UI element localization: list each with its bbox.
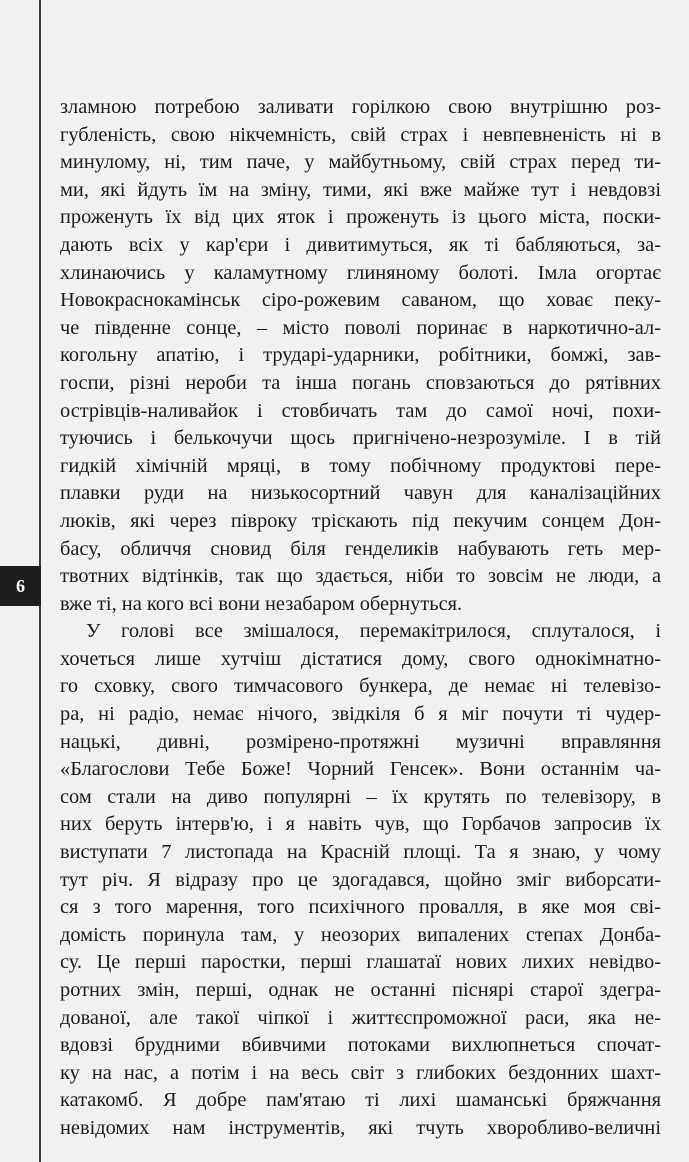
text-line: хочеться лише хутчіш дістатися дому, свого однокімнатно- — [60, 647, 661, 670]
text-line: когольну апатію, і трударі-ударники, робітники, бомжі, зав- — [60, 344, 661, 367]
page-number-tab — [0, 566, 41, 606]
body-text — [60, 94, 661, 1143]
text-line: люків, які через півроку тріскають під пекучим сонцем Дон- — [60, 509, 661, 532]
text-line: катакомб. Я добре пам'ятаю ті лихі шаманські бряжчання — [60, 1089, 661, 1112]
paragraph-start-line: У голові все змішалося, перемакітрилося, сплуталося, і — [86, 620, 661, 643]
text-line: зламною потребою заливати горілкою свою внутрішню роз- — [60, 96, 661, 118]
text-line: губленість, свою нікчемність, свій страх і невпевненість ні в — [60, 123, 661, 146]
text-line: че південне сонце, – місто поволі поринає в наркотично-ал- — [60, 316, 661, 339]
text-line: су. Це перші паростки, перші глашатаї нових лихих невідво- — [60, 951, 661, 974]
text-line: Новокраснокамінськ сіро-рожевим саваном, що ховає пеку- — [60, 289, 661, 312]
text-line: нацькі, дивні, розмірено-протяжні музичні вправляння — [60, 730, 661, 753]
text-line: вдовзі брудними вбивчими потоками вихлюпнеться спочат- — [60, 1034, 661, 1057]
page-number: 6 — [16, 575, 25, 596]
text-line: дованої, але такої чіпкої і життєспроможної раси, яка не- — [60, 1006, 661, 1029]
text-line: «Благослови Тебе Боже! Чорний Генсек». Вони останнім ча- — [60, 758, 661, 781]
text-line: плавки руди на низькосортний чавун для каналізаційних — [60, 482, 661, 505]
text-line: хлинаючись у каламутному глиняному болоті. Імла огортає — [60, 261, 661, 284]
text-line: тут річ. Я відразу про це здогадався, щойно зміг виборсати- — [60, 868, 661, 891]
text-line: ку на нас, а потім і на весь світ з глибоких бездонних шахт- — [60, 1061, 661, 1084]
text-line: твотних відтінків, так що здається, ніби то зовсім не люди, а — [60, 565, 661, 588]
text-line: дають всіх у кар'єри і дивитимуться, як ті бабляються, за- — [60, 233, 661, 256]
text-line: ми, які йдуть їм на зміну, тими, які вже майже тут і невдовзі — [60, 178, 661, 201]
text-line: туючись і белькочучи щось пригнічено-незрозуміле. І в тій — [60, 427, 661, 450]
text-line: сом стали на диво популярні – їх крутять по телевізору, в — [60, 785, 661, 808]
text-line: острівців-наливайок і стовбичать там до самої ночі, похи- — [60, 399, 661, 422]
text-line: них беруть інтерв'ю, і я навіть чув, що Горбачов запросив їх — [60, 813, 661, 836]
text-line: домість поринула там, у неозорих випалених степах Донба- — [60, 923, 661, 946]
text-line: басу, обличчя сновид біля генделиків набувають геть мер- — [60, 537, 661, 560]
text-line: проженуть їх від цих яток і проженуть із цього міста, поски- — [60, 206, 661, 229]
text-line: госпи, різні нероби та інша погань сповзаються до рятівних — [60, 371, 661, 394]
text-line: го сховку, свого тимчасового бункера, де немає ні телевізо- — [60, 675, 661, 698]
text-line: виступати 7 листопада на Красній площі. Та я знаю, у чому — [60, 841, 661, 864]
text-line: ся з того марення, того психічного провалля, в яке моя сві- — [60, 896, 661, 919]
text-line: ротних змін, перші, однак не останні піснярі старої здегра- — [60, 979, 661, 1001]
text-line: минулому, ні, тим паче, у майбутньому, свій страх перед ти- — [60, 151, 661, 174]
paragraph-end-line: вже ті, на кого всі вони незабаром обернуться. — [60, 592, 463, 615]
text-line: невідомих нам інструментів, які тчуть хворобливо-величні — [60, 1116, 661, 1139]
text-line: гидкій хімічній мряці, в тому побічному продуктові пере- — [60, 454, 661, 477]
text-line: ра, ні радіо, немає нічого, звідкіля б я міг почути ті чудер- — [60, 703, 661, 726]
